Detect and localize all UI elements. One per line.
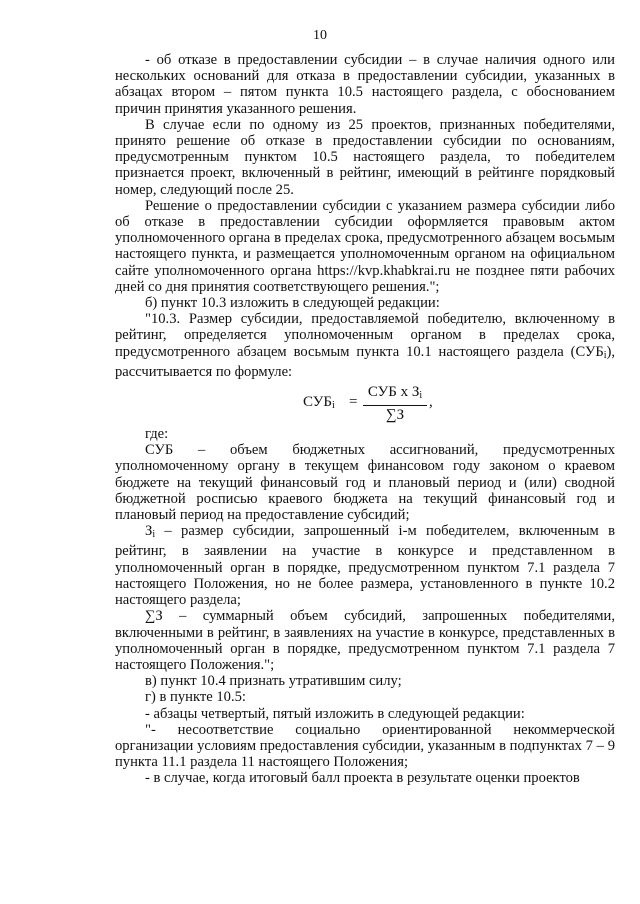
formula-lhs [303, 394, 335, 414]
formula-numerator-subscript: i [419, 390, 423, 402]
subsidy-formula [115, 384, 615, 424]
paragraph-item-v: в) пункт 10.4 признать утратившим силу; [145, 673, 402, 690]
definition-z-subscript: i [152, 529, 156, 541]
formula-trailing-comma: , [429, 394, 433, 411]
paragraph-refusal-condition: - об отказе в предоставлении субсидии – в случае наличия одного или нескольких оснований для отказа в предоставлении субсидии, указанных в абзацах втором – пятом пункта 10.5 настоящего раздела, с обоснованием причин принятия указанного решения. [115, 52, 615, 117]
paragraph-10-3 [115, 311, 615, 380]
paragraph-definition-z [115, 523, 615, 608]
formula-equals: = [349, 394, 358, 411]
paragraph-abzacy: - абзацы четвертый, пятый изложить в следующей редакции: [145, 705, 525, 722]
formula-lhs-text: СУБ [303, 394, 333, 411]
formula-lhs-subscript: i [332, 400, 335, 412]
formula-numerator [363, 384, 427, 406]
paragraph-item-b: б) пункт 10.3 изложить в следующей редакции: [145, 295, 440, 312]
paragraph-where: где: [145, 426, 169, 443]
paragraph-noncompliance: "- несоответствие социально ориентированной некоммерческой организации условиям предоставления субсидии, указанным в подпунктах 7 – 9 пункта 11.1 раздела 11 настоящего Положения; [115, 721, 615, 771]
formula-denominator: ∑З [385, 407, 405, 424]
paragraph-10-3-tail: ), рассчитывается по формуле: [115, 343, 615, 380]
document-body [115, 52, 615, 787]
paragraph-winner-replacement: В случае если по одному из 25 проектов, признанных победителями, принято решение об отказе в предоставлении субсидии по основаниям, предусмотренным пунктом 10.5 настоящего раздела, то победителем признается проект, включенный в рейтинг, имеющий в рейтинге порядковый номер, следующий после 25. [115, 116, 615, 198]
definition-z-text: – размер субсидии, запрошенный i-м победителем, включенным в рейтинг, в заявлении на участие в конкурсе и представленном в уполномоченный орган в порядке, предусмотренном пунктом 7.1 раздела 7 настоящего Положения, но не более размера, установленного в пункте 10.2 настоящего раздела; [115, 523, 615, 609]
paragraph-definition-sub: СУБ – объем бюджетных ассигнований, предусмотренных уполномоченному органу в текущем финансовом году законом о краевом бюджете на текущий финансовый год и плановый период и (или) сводной бюджетной росписью краевого бюджета на текущий финансовый год и плановый период на предоставление субсидий; [115, 442, 615, 524]
paragraph-10-3-subscript: i [603, 349, 607, 361]
formula-fraction [363, 384, 427, 424]
formula-numerator-text: СУБ х З [367, 384, 420, 401]
paragraph-item-g: г) в пункте 10.5: [145, 689, 246, 706]
paragraph-definition-sum-z: ∑З – суммарный объем субсидий, запрошенных победителями, включенными в рейтинг, в заявлениях на участие в конкурсе, представленных в уполномоченный орган в порядке, предусмотренном пунктом 7.1 раздела 7 настоящего Положения."; [115, 608, 615, 673]
paragraph-final-score: - в случае, когда итоговый балл проекта в результате оценки проектов [145, 770, 580, 787]
page-number: 10 [313, 28, 327, 43]
paragraph-10-3-text: "10.3. Размер субсидии, предоставляемой победителю, включенному в рейтинг, определяется уполномоченным органом в пределах срока, предусмотренного абзацем восьмым пункта 10.1 настоящего раздела (СУБ [115, 311, 615, 360]
paragraph-decision-publication: Решение о предоставлении субсидии с указанием размера субсидии либо об отказе в предоставлении субсидии оформляется правовым актом уполномоченного органа в пределах срока, предусмотренного абзацем восьмым настоящего пункта, и размещается уполномоченным органом на официальном сайте уполномоченного органа https://kvp.khabkrai.ru не позднее пяти рабочих дней со дня принятия соответствующего решения."; [115, 197, 615, 295]
definition-z-var: З [145, 523, 153, 540]
